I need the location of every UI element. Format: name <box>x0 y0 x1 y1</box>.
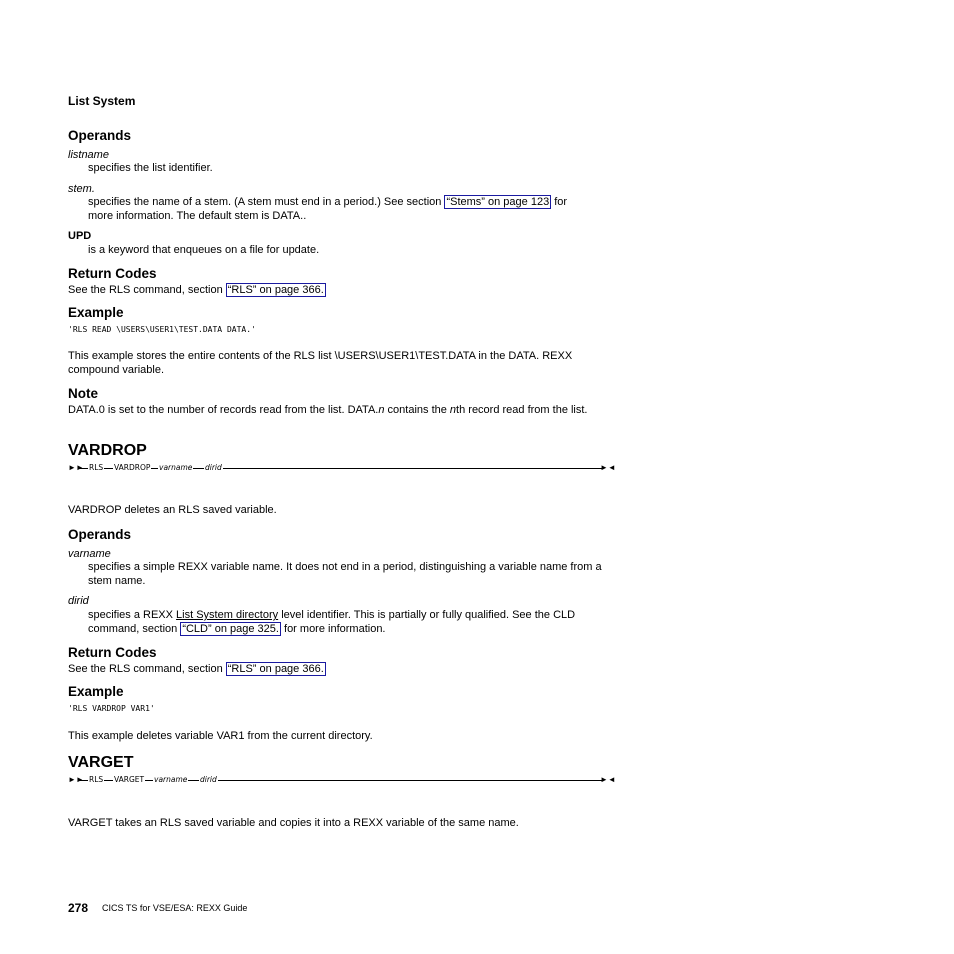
page-number: 278 <box>68 901 89 915</box>
syntax-varname: varname <box>159 463 193 472</box>
stem-desc <box>88 196 608 223</box>
varget-syntax-start-arrow: ►► <box>68 775 84 784</box>
vardrop-syntax-diagram <box>68 463 616 475</box>
vardrop-rc-text: See the RLS command, section <box>68 663 226 675</box>
vardrop-return-codes-heading: Return Codes <box>68 645 157 660</box>
stem-desc-text-c: more information. The default stem is DATA.. <box>88 209 307 222</box>
stem-term: stem. <box>68 183 95 195</box>
varname-desc: specifies a simple REXX variable name. It does not end in a period, distinguishing a variable name from a stem name. <box>88 561 602 587</box>
dirid-desc-a: specifies a REXX <box>88 609 177 621</box>
operands-heading: Operands <box>68 128 132 143</box>
footer-title: CICS TS for VSE/ESA: REXX Guide <box>102 903 248 913</box>
note-heading: Note <box>68 386 98 401</box>
syntax-varget: VARGET <box>114 775 145 784</box>
vardrop-example-code: 'RLS VARDROP VAR1' <box>68 704 155 713</box>
listname-desc: specifies the list identifier. <box>88 162 213 174</box>
upd-desc: is a keyword that enqueues on a file for update. <box>88 244 320 256</box>
note-text-c: th record read from the list. <box>456 404 588 416</box>
note-text-a: DATA.0 is set to the number of records read from the list. DATA. <box>68 404 379 416</box>
vardrop-example-heading: Example <box>68 684 124 699</box>
example-heading: Example <box>68 305 124 320</box>
syntax-start-arrow: ►► <box>68 463 84 472</box>
rc-text: See the RLS command, section <box>68 284 226 296</box>
listname-term: listname <box>68 149 109 161</box>
note-n: n <box>378 404 385 416</box>
stem-desc-text-b: for <box>551 196 568 208</box>
varget-syntax-varname: varname <box>154 775 188 784</box>
cld-page-link[interactable]: “CLD” on page 325. <box>182 622 279 635</box>
example-text: This example stores the entire contents of the RLS list \USERS\USER1\TEST.DATA in the DATA. REXX compound variable. <box>68 350 573 376</box>
stem-desc-text: specifies the name of a stem. (A stem must end in a period.) See section <box>88 196 445 208</box>
vardrop-return-codes-text <box>68 662 608 676</box>
syntax-dirid: dirid <box>205 463 222 472</box>
dirid-desc-b: level identifier. This is partially or fully qualified. See the CLD command, section <box>88 609 576 635</box>
varget-syntax-diagram <box>68 775 616 787</box>
varname-term: varname <box>68 548 111 560</box>
vardrop-intro: VARDROP deletes an RLS saved variable. <box>68 504 277 516</box>
varget-syntax-rls: RLS <box>89 775 104 784</box>
return-codes-heading: Return Codes <box>68 266 157 281</box>
dirid-desc-c: for more information. <box>280 622 386 635</box>
return-codes-text <box>68 283 608 297</box>
varget-syntax-dirid: dirid <box>200 775 217 784</box>
vardrop-operands-heading: Operands <box>68 527 132 542</box>
note-text <box>68 403 608 417</box>
syntax-line <box>78 468 602 469</box>
vardrop-heading: VARDROP <box>68 442 147 459</box>
vardrop-rls-page-link[interactable]: “RLS” on page 366. <box>227 663 324 675</box>
note-n2: n <box>449 404 457 416</box>
stems-page-link[interactable]: “Stems” on page 123 <box>446 196 550 208</box>
varget-syntax-end-arrow: ►◄ <box>600 775 616 784</box>
vardrop-example-text: This example deletes variable VAR1 from the current directory. <box>68 730 373 742</box>
list-system-directory-term: List System directory <box>176 609 279 621</box>
example-code: 'RLS READ \USERS\USER1\TEST.DATA DATA.' <box>68 325 256 334</box>
dirid-term: dirid <box>68 595 89 607</box>
syntax-vardrop: VARDROP <box>114 463 151 472</box>
varget-intro: VARGET takes an RLS saved variable and copies it into a REXX variable of the same name. <box>68 817 519 829</box>
dirid-desc <box>88 609 608 636</box>
syntax-end-arrow: ►◄ <box>600 463 616 472</box>
rls-page-link[interactable]: “RLS” on page 366. <box>227 284 324 296</box>
upd-term: UPD <box>68 230 92 242</box>
note-text-b: contains the <box>384 404 450 416</box>
syntax-rls: RLS <box>89 463 104 472</box>
running-head: List System <box>68 94 136 108</box>
varget-heading: VARGET <box>68 754 134 771</box>
